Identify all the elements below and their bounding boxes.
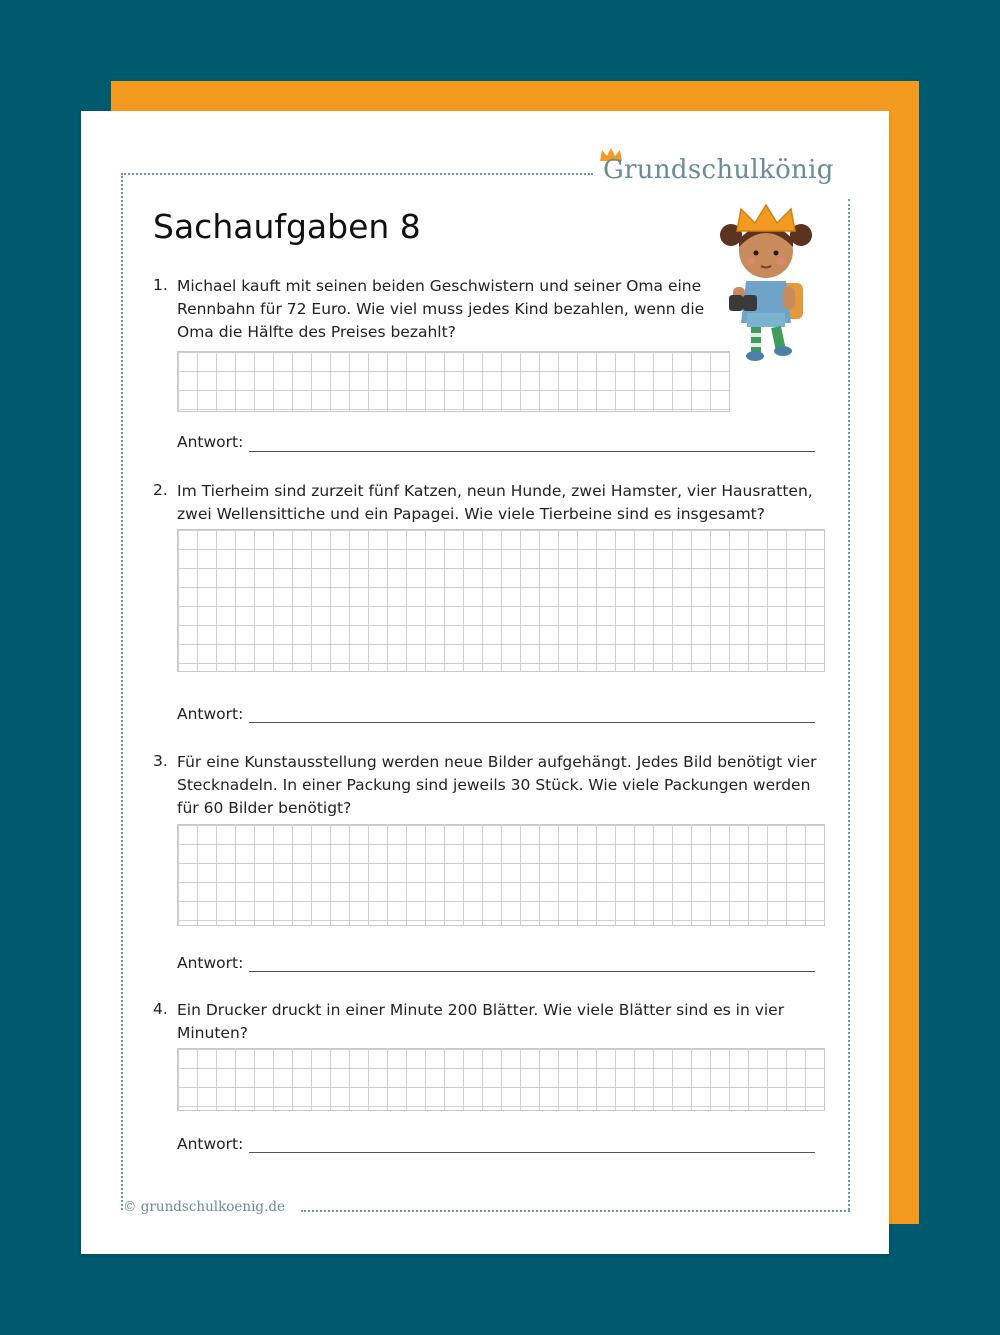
task-2-text <box>177 480 813 526</box>
task-4-text <box>177 999 784 1045</box>
task-2-answer-line[interactable] <box>249 722 815 723</box>
task-1-answer-label: Antwort: <box>177 433 244 451</box>
task-1-line-2: Rennbahn für 72 Euro. Wie viel muss jedes Kind bezahlen, wenn die <box>177 300 705 318</box>
task-3-text <box>177 751 817 820</box>
task-3-calculation-grid[interactable] <box>177 824 825 926</box>
task-4-answer-line[interactable] <box>249 1152 815 1153</box>
worksheet-page <box>81 111 889 1254</box>
task-3-number: 3. <box>153 752 168 770</box>
task-1-calculation-grid[interactable] <box>177 351 730 412</box>
task-3-answer-label: Antwort: <box>177 954 244 972</box>
task-3-line-1: Für eine Kunstausstellung werden neue Bilder aufgehängt. Jedes Bild benötigt vier <box>177 753 817 771</box>
task-1-line-1: Michael kauft mit seinen beiden Geschwistern und seiner Oma eine <box>177 277 702 295</box>
task-2-line-1: Im Tierheim sind zurzeit fünf Katzen, neun Hunde, zwei Hamster, vier Hausratten, <box>177 482 813 500</box>
task-4-answer-label: Antwort: <box>177 1135 244 1153</box>
dotted-frame-bottom <box>301 1210 850 1212</box>
task-2-line-2: zwei Wellensittiche und ein Papagei. Wie viele Tierbeine sind es insgesamt? <box>177 505 765 523</box>
task-4-line-2: Minuten? <box>177 1024 248 1042</box>
brand-logo <box>599 147 859 193</box>
worksheet-title: Sachaufgaben 8 <box>153 207 421 246</box>
task-3-answer-line[interactable] <box>249 971 815 972</box>
task-1-number: 1. <box>153 276 168 294</box>
task-4-number: 4. <box>153 1000 168 1018</box>
task-3-line-3: für 60 Bilder benötigt? <box>177 799 352 817</box>
task-2-answer-label: Antwort: <box>177 705 244 723</box>
brand-name: Grundschulkönig <box>603 155 834 185</box>
dotted-frame-top <box>121 173 593 175</box>
dotted-frame-left <box>121 173 123 1210</box>
task-4-calculation-grid[interactable] <box>177 1048 825 1111</box>
footer-copyright: © grundschulkoenig.de <box>123 1199 285 1215</box>
task-1-line-3: Oma die Hälfte des Preises bezahlt? <box>177 323 456 341</box>
task-2-number: 2. <box>153 481 168 499</box>
task-4-line-1: Ein Drucker druckt in einer Minute 200 Blätter. Wie viele Blätter sind es in vier <box>177 1001 785 1019</box>
task-1-text <box>177 275 704 344</box>
child-explorer-illustration <box>711 203 821 363</box>
task-2-calculation-grid[interactable] <box>177 529 825 672</box>
task-1-answer-line[interactable] <box>249 451 815 452</box>
task-3-line-2: Stecknadeln. In einer Packung sind jeweils 30 Stück. Wie viele Packungen werden <box>177 776 811 794</box>
dotted-frame-right <box>848 199 850 1210</box>
